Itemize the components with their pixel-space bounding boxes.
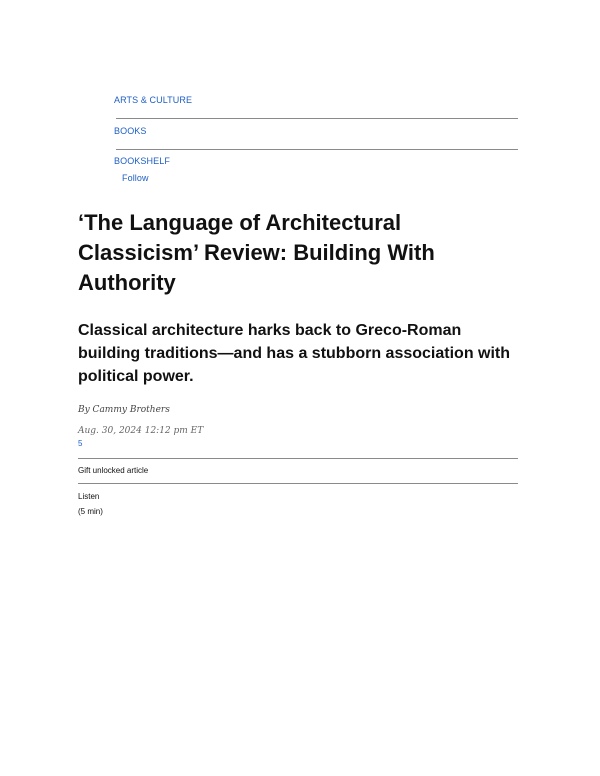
- follow-button[interactable]: Follow: [122, 173, 149, 183]
- nav-bookshelf-link[interactable]: BOOKSHELF: [114, 156, 170, 166]
- article-headline: ‘The Language of Architectural Classicism’ Review: Building With Authority: [78, 210, 435, 295]
- nav-divider: [116, 149, 518, 150]
- article-timestamp: Aug. 30, 2024 12:12 pm ET: [78, 426, 204, 436]
- comment-count-link[interactable]: 5: [78, 439, 83, 448]
- article-byline[interactable]: By Cammy Brothers: [78, 405, 170, 415]
- tools-divider: [78, 483, 518, 484]
- listen-button[interactable]: Listen: [78, 492, 100, 501]
- nav-books-link[interactable]: BOOKS: [114, 126, 147, 136]
- gift-article-button[interactable]: Gift unlocked article: [78, 466, 149, 475]
- nav-arts-culture-link[interactable]: ARTS & CULTURE: [114, 95, 193, 105]
- article-dek: Classical architecture harks back to Greco-Roman building traditions—and has a stubborn association with political power.: [78, 322, 511, 385]
- tools-divider: [78, 458, 518, 459]
- nav-divider: [116, 118, 518, 119]
- listen-duration: (5 min): [78, 507, 103, 516]
